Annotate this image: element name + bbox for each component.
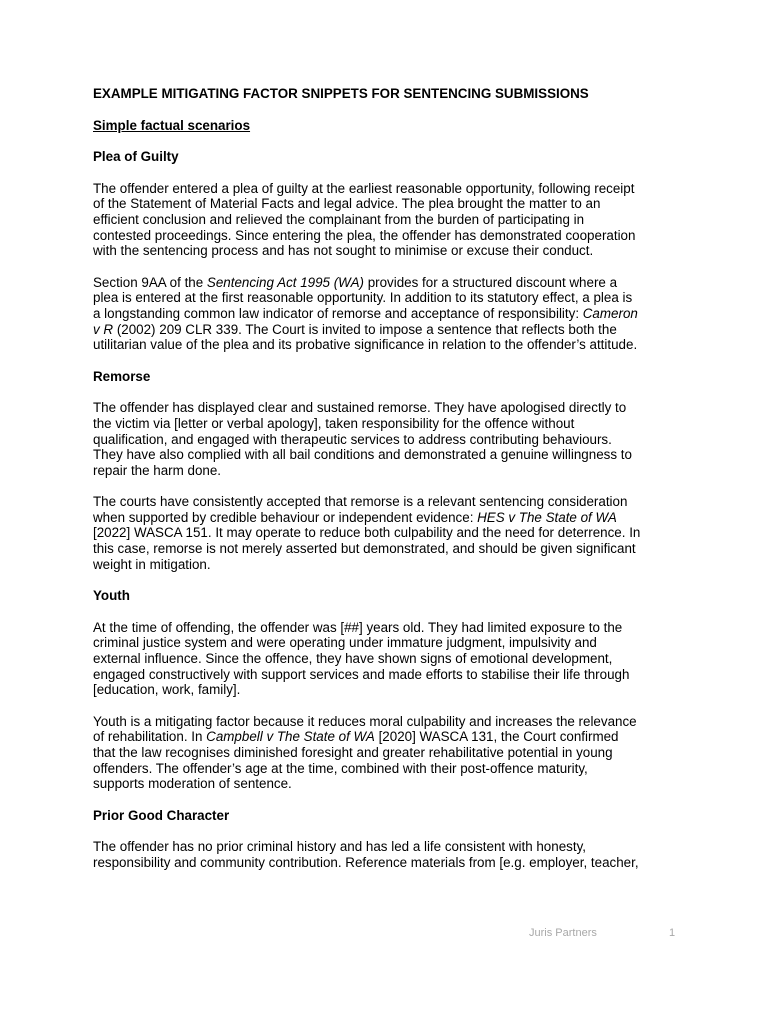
text-line xyxy=(93,635,683,651)
text-segment: provides for a structured discount where a xyxy=(363,274,618,290)
text-segment: with the sentencing process and has not sought to minimise or excuse their conduct. xyxy=(93,243,594,259)
text-segment: supports moderation of sentence. xyxy=(93,776,292,792)
text-segment: criminal justice system and were operating under immature judgment, impulsivity and xyxy=(93,635,597,651)
text-line xyxy=(93,761,683,777)
text-line xyxy=(93,181,683,197)
text-segment: [education, work, family]. xyxy=(93,682,241,698)
text-line xyxy=(93,729,683,745)
text-line xyxy=(93,510,683,526)
text-line xyxy=(93,416,683,432)
text-line xyxy=(93,525,683,541)
text-segment: Section 9AA of the xyxy=(93,274,207,290)
body-paragraph xyxy=(93,400,683,478)
document-body xyxy=(93,86,683,887)
section-heading: Plea of Guilty xyxy=(93,149,179,165)
text-segment: responsibility and community contribution. Reference materials from [e.g. employer, teacher, xyxy=(93,854,639,870)
text-line xyxy=(93,557,683,573)
body-paragraph xyxy=(93,275,683,353)
text-line xyxy=(93,667,683,683)
text-line xyxy=(93,306,683,322)
text-segment: The offender has displayed clear and sustained remorse. They have apologised directly to xyxy=(93,400,627,416)
body-paragraph xyxy=(93,494,683,572)
body-paragraph xyxy=(93,839,683,870)
sections-container xyxy=(93,149,683,870)
text-segment: (2002) 209 CLR 339. The Court is invited to impose a sentence that reflects both the xyxy=(113,321,617,337)
text-segment: The offender has no prior criminal history and has led a life consistent with honesty, xyxy=(93,839,586,855)
text-line xyxy=(93,714,683,730)
document-title: EXAMPLE MITIGATING FACTOR SNIPPETS FOR SENTENCING SUBMISSIONS xyxy=(93,86,589,101)
text-line xyxy=(93,494,683,510)
text-line xyxy=(93,620,683,636)
text-line xyxy=(93,290,683,306)
text-segment: At the time of offending, the offender was [##] years old. They had limited exposure to the xyxy=(93,619,623,635)
text-line xyxy=(93,447,683,463)
text-segment: weight in mitigation. xyxy=(93,556,211,572)
text-segment: The offender entered a plea of guilty at the earliest reasonable opportunity, following receipt xyxy=(93,180,635,196)
case-citation: Campbell v The State of WA xyxy=(206,729,375,745)
text-segment: utilitarian value of the plea and its probative significance in relation to the offender’s attitude. xyxy=(93,337,638,353)
text-segment: external influence. Since the offence, they have shown signs of emotional development, xyxy=(93,651,613,667)
footer-brand: Juris Partners xyxy=(529,927,597,939)
case-citation: Cameron xyxy=(582,305,638,321)
text-segment: the victim via [letter or verbal apology], taken responsibility for the offence without xyxy=(93,415,575,431)
section-title: Simple factual scenarios xyxy=(93,117,251,133)
text-line xyxy=(93,463,683,479)
text-line xyxy=(93,243,683,259)
case-citation: HES v The State of WA xyxy=(477,509,617,525)
text-line xyxy=(93,337,683,353)
text-segment: that the law recognises diminished foresight and greater rehabilitative potential in young xyxy=(93,745,613,760)
text-segment: when supported by credible behaviour or independent evidence: xyxy=(93,509,478,525)
text-segment: [2020] WASCA 131, the Court confirmed xyxy=(374,729,619,745)
text-line xyxy=(93,196,683,212)
text-line xyxy=(93,212,683,228)
text-line xyxy=(93,432,683,448)
text-segment: repair the harm done. xyxy=(93,462,222,478)
section-heading: Remorse xyxy=(93,368,151,384)
text-segment: contested proceedings. Since entering the plea, the offender has demonstrated cooperation xyxy=(93,227,636,243)
text-segment: of the Statement of Material Facts and legal advice. The plea brought the matter to an xyxy=(93,196,601,212)
text-segment: plea is entered at the first reasonable opportunity. In addition to its statutory effect, a plea is xyxy=(93,290,633,306)
body-paragraph xyxy=(93,620,683,698)
text-line xyxy=(93,682,683,698)
body-paragraph xyxy=(93,181,683,259)
section-heading: Prior Good Character xyxy=(93,807,230,823)
text-line xyxy=(93,228,683,244)
text-line xyxy=(93,745,683,761)
text-segment: a longstanding common law indicator of remorse and acceptance of responsibility: xyxy=(93,305,583,321)
text-line xyxy=(93,651,683,667)
text-line xyxy=(93,400,683,416)
text-segment: Youth is a mitigating factor because it reduces moral culpability and increases the relevance xyxy=(93,713,637,729)
text-segment: They have also complied with all bail conditions and demonstrated a genuine willingness to xyxy=(93,447,632,463)
text-segment: of rehabilitation. In xyxy=(93,729,207,745)
text-line xyxy=(93,776,683,792)
page-number: 1 xyxy=(669,927,676,939)
section-heading: Youth xyxy=(93,588,130,604)
text-segment: offenders. The offender’s age at the time, combined with their post-offence maturity, xyxy=(93,760,588,776)
case-citation: Sentencing Act 1995 (WA) xyxy=(206,274,364,290)
text-line xyxy=(93,855,683,871)
text-segment: efficient conclusion and relieved the complainant from the burden of participating in xyxy=(93,211,585,227)
text-line xyxy=(93,839,683,855)
text-segment: qualification, and engaged with therapeutic services to address contributing behaviours. xyxy=(93,431,612,447)
text-segment: engaged constructively with support services and made efforts to stabilise their life through xyxy=(93,666,630,682)
text-line xyxy=(93,541,683,557)
text-line xyxy=(93,322,683,338)
text-segment: this case, remorse is not merely asserted but demonstrated, and should be given significant xyxy=(93,541,636,557)
case-citation: v R xyxy=(93,321,114,337)
text-segment: [2022] WASCA 151. It may operate to reduce both culpability and the need for deterrence. In xyxy=(93,525,641,541)
text-segment: The courts have consistently accepted that remorse is a relevant sentencing consideration xyxy=(93,494,628,510)
text-line xyxy=(93,275,683,291)
body-paragraph xyxy=(93,714,683,792)
